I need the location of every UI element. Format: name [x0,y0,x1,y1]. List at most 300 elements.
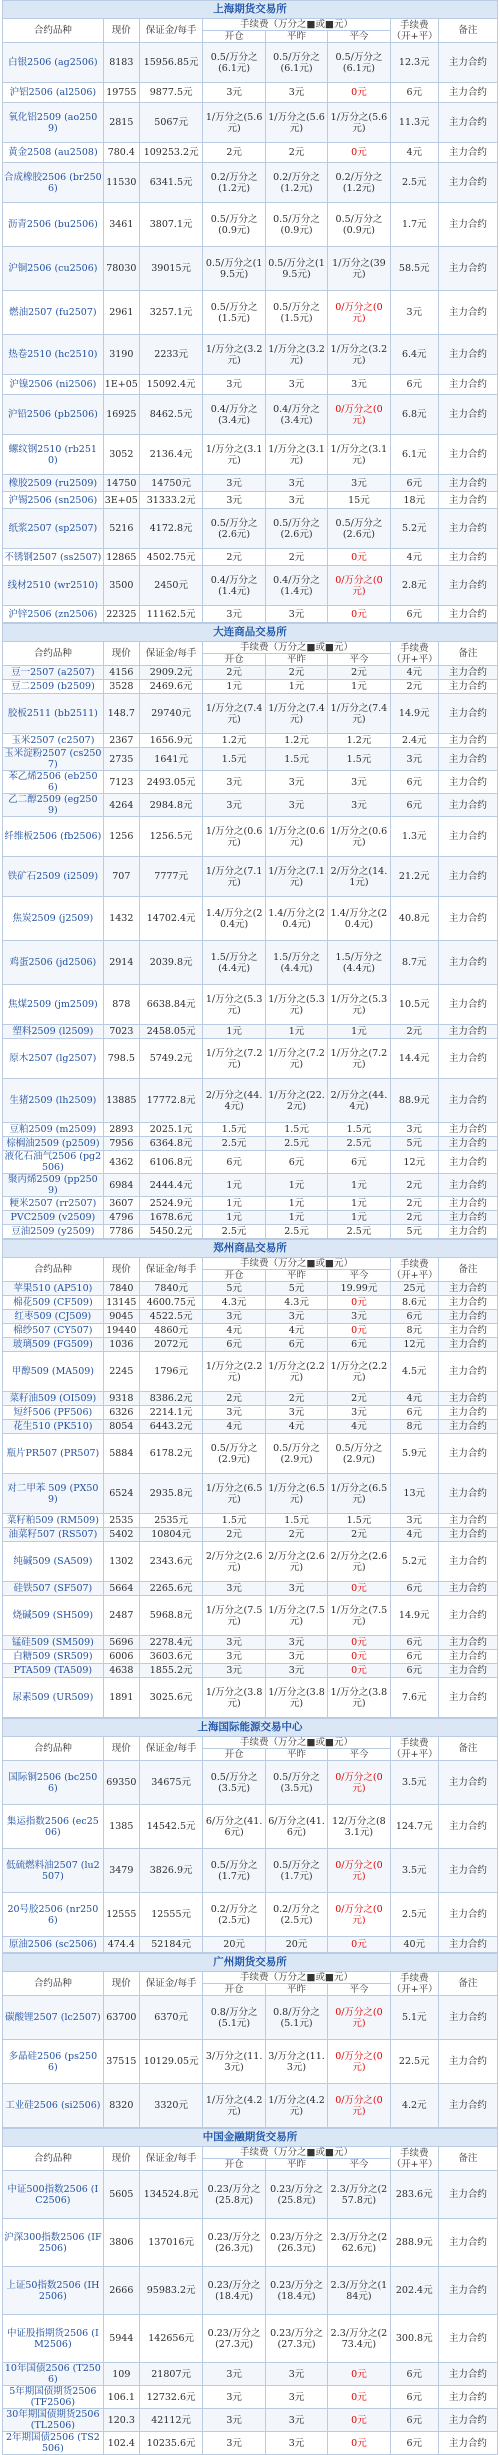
fee-close-today: 1/万分之(3.8元) [328,1678,390,1718]
fee-close-today: 4元 [328,1420,390,1434]
fee-close-today: 0/万分之(0元) [328,1893,390,1937]
contract-name: 甲醇509 (MA509) [3,1352,104,1392]
table-row [3,375,498,395]
contract-name: 沪镍2506 (ni2506) [3,375,104,395]
header-price: 现价 [103,1737,139,1761]
fee-close-today: 0元 [328,2409,390,2432]
note: 主力合约 [438,395,497,435]
price: 78030 [103,247,139,291]
contract-name: 燃油2507 (fu2507) [3,291,104,335]
table-row [3,1025,498,1039]
table-row [3,143,498,163]
table-row [3,1636,498,1650]
note: 主力合约 [438,680,497,694]
margin: 3025.6元 [139,1678,203,1718]
fee-close-today: 0.5/万分之(2.9元) [328,1434,390,1474]
fee-close-yesterday: 6元 [265,1338,327,1352]
contract-name: 花生510 (PK510) [3,1420,104,1434]
fee-total: 3.5元 [390,1761,438,1805]
fee-total: 3元 [390,748,438,771]
table-row [3,163,498,203]
fee-close-yesterday: 3元 [265,2386,327,2409]
contract-name: 工业硅2506 (si2506) [3,2084,104,2128]
fee-open: 5元 [203,1282,265,1296]
note: 主力合约 [438,1582,497,1596]
table-row [3,694,498,734]
fee-open: 3元 [203,1582,265,1596]
fee-close-today: 1/万分之(0.6元) [328,817,390,857]
fee-close-yesterday: 0.5/万分之(1.7元) [265,1849,327,1893]
price: 2245 [103,1352,139,1392]
header-fee-group: 手续费（万分之■或■元） [203,642,390,654]
fee-close-today: 1.5元 [328,748,390,771]
contract-name: 中证500指数2506 (IC2506) [3,2171,104,2219]
header-margin: 保证金/每手 [139,1972,203,1996]
note: 主力合约 [438,2040,497,2084]
table-row [3,794,498,817]
header-price: 现价 [103,642,139,666]
margin: 2278.4元 [139,1636,203,1650]
fee-open: 0.5/万分之(2.9元) [203,1434,265,1474]
contract-name: 豆一2507 (a2507) [3,666,104,680]
fee-open: 1元 [203,1174,265,1197]
fee-close-yesterday: 0.5/万分之(1.5元) [265,291,327,335]
margin: 14542.5元 [139,1805,203,1849]
note: 主力合约 [438,335,497,375]
fee-close-yesterday: 0.23/万分之(27.3元) [265,2315,327,2363]
fee-close-today: 0元 [328,1296,390,1310]
fee-close-yesterday: 1/万分之(5.6元) [265,103,327,143]
price: 11530 [103,163,139,203]
margin: 1855.2元 [139,1664,203,1678]
price: 1385 [103,1805,139,1849]
fee-close-today: 1.5元 [328,1123,390,1137]
contract-name: 生猪2509 (lh2509) [3,1079,104,1123]
margin: 5749.2元 [139,1039,203,1079]
note: 主力合约 [438,666,497,680]
table-row [3,1079,498,1123]
header-note: 备注 [438,1972,497,1996]
fee-close-yesterday: 1/万分之(3.2元) [265,335,327,375]
fee-total: 4.5元 [390,1352,438,1392]
note: 主力合约 [438,2171,497,2219]
fee-close-yesterday: 3元 [265,1582,327,1596]
margin: 5968.8元 [139,1596,203,1636]
fee-close-today: 1元 [328,1174,390,1197]
header-open: 开仓 [203,1270,265,1282]
fee-open: 0.2/万分之(2.5元) [203,1893,265,1937]
header-price: 现价 [103,1972,139,1996]
margin: 31333.2元 [139,492,203,509]
table-row [3,247,498,291]
margin: 2343.6元 [139,1542,203,1582]
note: 主力合约 [438,1174,497,1197]
fee-close-today: 1元 [328,680,390,694]
table-row [3,985,498,1025]
fee-close-today: 0元 [328,143,390,163]
fee-open: 1/万分之(3.1元) [203,435,265,475]
fee-open: 1/万分之(4.2元) [203,2084,265,2128]
fee-close-yesterday: 2元 [265,1528,327,1542]
note: 主力合约 [438,1514,497,1528]
price: 9318 [103,1392,139,1406]
contract-name: 2年期国债2506 (TS2506) [3,2432,104,2455]
margin: 2984.8元 [139,794,203,817]
header-close-yesterday: 平昨 [265,1270,327,1282]
contract-name: 豆二2509 (b2509) [3,680,104,694]
fee-total: 6元 [390,375,438,395]
price: 7123 [103,771,139,794]
contract-name: 黄金2508 (au2508) [3,143,104,163]
margin: 15092.4元 [139,375,203,395]
margin: 29740元 [139,694,203,734]
price: 4796 [103,1211,139,1225]
price: 2815 [103,103,139,143]
note: 主力合约 [438,771,497,794]
fee-total: 3元 [390,291,438,335]
header-margin: 保证金/每手 [139,1737,203,1761]
price: 3052 [103,435,139,475]
contract-name: 低硫燃料油2507 (lu2507) [3,1849,104,1893]
exchange-title: 广州期货交易所 [3,1954,498,1972]
fee-total: 6元 [390,2432,438,2455]
fee-close-yesterday: 5元 [265,1282,327,1296]
fee-total: 58.5元 [390,247,438,291]
fee-close-today: 2.3/万分之(184元) [328,2267,390,2315]
table-row [3,1849,498,1893]
fee-close-today: 0元 [328,1636,390,1650]
contract-name: 乙二醇2509 (eg2509) [3,794,104,817]
margin: 10235.6元 [139,2432,203,2455]
table-row [3,83,498,103]
note: 主力合约 [438,1025,497,1039]
exchange-title: 上海国际能源交易中心 [3,1719,498,1737]
note: 主力合约 [438,475,497,492]
contract-name: PVC2509 (v2509) [3,1211,104,1225]
contract-name: 上证50指数2506 (IH2506) [3,2267,104,2315]
margin: 7777元 [139,857,203,897]
fee-open: 4.3元 [203,1296,265,1310]
note: 主力合约 [438,1434,497,1474]
price: 2487 [103,1596,139,1636]
fee-close-today: 2/万分之(44.4元) [328,1079,390,1123]
note: 主力合约 [438,2084,497,2128]
fee-close-yesterday: 4元 [265,1324,327,1338]
table-row [3,1151,498,1174]
contract-name: 棕榈油2509 (p2509) [3,1137,104,1151]
note: 主力合约 [438,606,497,623]
contract-name: 线材2510 (wr2510) [3,566,104,606]
contract-name: 沪锡2506 (sn2506) [3,492,104,509]
margin: 2233元 [139,335,203,375]
contract-name: 尿素509 (UR509) [3,1678,104,1718]
fee-close-yesterday: 1.5元 [265,1123,327,1137]
fee-open: 3元 [203,1650,265,1664]
price: 106.1 [103,2386,139,2409]
exchange-table [2,1239,498,1718]
margin: 4600.75元 [139,1296,203,1310]
fee-open: 6元 [203,1151,265,1174]
fee-total: 6元 [390,83,438,103]
fee-close-yesterday: 3元 [265,2363,327,2386]
table-row [3,475,498,492]
fee-close-today: 0元 [328,1324,390,1338]
fee-close-today: 1元 [328,1197,390,1211]
fee-total: 300.8元 [390,2315,438,2363]
fee-close-yesterday: 6元 [265,1151,327,1174]
price: 5884 [103,1434,139,1474]
fee-total: 11.3元 [390,103,438,143]
table-row [3,2219,498,2267]
fee-open: 0.5/万分之(1.7元) [203,1849,265,1893]
note: 主力合约 [438,2219,497,2267]
fee-close-yesterday: 0.5/万分之(2.9元) [265,1434,327,1474]
contract-name: 30年期国债期货2506 (TL2506) [3,2409,104,2432]
table-row [3,1528,498,1542]
note: 主力合约 [438,492,497,509]
header-note: 备注 [438,2147,497,2171]
contract-name: 纤维板2506 (fb2506) [3,817,104,857]
contract-name: 沪铜2506 (cu2506) [3,247,104,291]
table-row [3,1338,498,1352]
fee-open: 0.4/万分之(1.4元) [203,566,265,606]
margin: 6106.8元 [139,1151,203,1174]
fee-total: 6.8元 [390,395,438,435]
contract-name: 国际铜2506 (bc2506) [3,1761,104,1805]
table-row [3,1174,498,1197]
fee-open: 3元 [203,1310,265,1324]
note: 主力合约 [438,291,497,335]
fee-close-today: 1.2元 [328,734,390,748]
fee-open: 0.5/万分之(1.5元) [203,291,265,335]
header-fee-group: 手续费（万分之■或■元） [203,1972,390,1984]
margin: 3603.6元 [139,1650,203,1664]
fee-close-yesterday: 2元 [265,143,327,163]
contract-name: 玻璃509 (FG509) [3,1338,104,1352]
table-row [3,1678,498,1718]
fee-open: 4元 [203,1324,265,1338]
header-close-yesterday: 平昨 [265,31,327,43]
fee-total: 6元 [390,2386,438,2409]
fee-total: 2元 [390,680,438,694]
margin: 2909.2元 [139,666,203,680]
fee-open: 1/万分之(7.5元) [203,1596,265,1636]
margin: 42112元 [139,2409,203,2432]
contract-name: 碳酸锂2507 (lc2507) [3,1996,104,2040]
table-row [3,1650,498,1664]
contract-name: 铁矿石2509 (i2509) [3,857,104,897]
margin: 2458.05元 [139,1025,203,1039]
fee-open: 0.4/万分之(3.4元) [203,395,265,435]
note: 主力合约 [438,1420,497,1434]
table-row [3,1893,498,1937]
header-price: 现价 [103,2147,139,2171]
note: 主力合约 [438,1805,497,1849]
header-fee-group: 手续费（万分之■或■元） [203,1737,390,1749]
table-row [3,1542,498,1582]
fee-total: 4.2元 [390,2084,438,2128]
table-row [3,1434,498,1474]
contract-name: 螺纹钢2510 (rb2510) [3,435,104,475]
fee-close-today: 2.3/万分之(262.6元) [328,2219,390,2267]
fee-open: 2/万分之(2.6元) [203,1542,265,1582]
fee-close-yesterday: 3元 [265,1406,327,1420]
fee-close-yesterday: 0.23/万分之(26.3元) [265,2219,327,2267]
table-row [3,734,498,748]
note: 主力合约 [438,1338,497,1352]
fee-close-today: 0.5/万分之(2.6元) [328,509,390,549]
fee-close-yesterday: 3元 [265,771,327,794]
fee-open: 0.5/万分之(6.1元) [203,43,265,83]
margin: 3257.1元 [139,291,203,335]
header-total: 手续费（开+平） [391,19,438,42]
margin: 21807元 [139,2363,203,2386]
fee-total: 40.8元 [390,897,438,941]
margin: 2469.6元 [139,680,203,694]
price: 5664 [103,1582,139,1596]
fee-close-today: 0/万分之(0元) [328,291,390,335]
fee-close-yesterday: 1/万分之(7.4元) [265,694,327,734]
fee-close-today: 15元 [328,492,390,509]
contract-name: 沪深300指数2506 (IF2506) [3,2219,104,2267]
contract-name: 热卷2510 (hc2510) [3,335,104,375]
note: 主力合约 [438,1406,497,1420]
note: 主力合约 [438,1664,497,1678]
price: 5944 [103,2315,139,2363]
fee-total: 4元 [390,1392,438,1406]
note: 主力合约 [438,1678,497,1718]
contract-name: 焦煤2509 (jm2509) [3,985,104,1025]
price: 798.5 [103,1039,139,1079]
note: 主力合约 [438,2315,497,2363]
contract-name: 烧碱509 (SH509) [3,1596,104,1636]
fee-total: 6元 [390,2409,438,2432]
header-name: 合约品种 [3,1258,104,1282]
table-row [3,1392,498,1406]
fee-close-yesterday: 2.5元 [265,1225,327,1239]
contract-name: 焦炭2509 (j2509) [3,897,104,941]
contract-name: 纸浆2507 (sp2507) [3,509,104,549]
table-row [3,43,498,83]
fee-total: 1.3元 [390,817,438,857]
table-row [3,1282,498,1296]
note: 主力合约 [438,897,497,941]
contract-name: 菜籽粕509 (RM509) [3,1514,104,1528]
table-row [3,1805,498,1849]
note: 主力合约 [438,1324,497,1338]
fee-total: 8元 [390,1324,438,1338]
table-row [3,1761,498,1805]
fee-open: 0.8/万分之(5.1元) [203,1996,265,2040]
fee-close-yesterday: 3元 [265,606,327,623]
fee-open: 1/万分之(7.4元) [203,694,265,734]
fee-close-today: 2.3/万分之(257.8元) [328,2171,390,2219]
fee-total: 5元 [390,1225,438,1239]
note: 主力合约 [438,1039,497,1079]
header-name: 合约品种 [3,642,104,666]
fee-close-yesterday: 6/万分之(41.6元) [265,1805,327,1849]
exchange-table [2,1718,498,1953]
header-margin: 保证金/每手 [139,19,203,43]
fee-total: 5元 [390,1137,438,1151]
price: 8320 [103,2084,139,2128]
price: 8183 [103,43,139,83]
fee-document [2,0,498,2455]
fee-close-today: 2/万分之(2.6元) [328,1542,390,1582]
header-margin: 保证金/每手 [139,2147,203,2171]
table-row [3,203,498,247]
header-name: 合约品种 [3,2147,104,2171]
price: 5402 [103,1528,139,1542]
margin: 3320元 [139,2084,203,2128]
fee-close-yesterday: 1元 [265,1197,327,1211]
margin: 8462.5元 [139,395,203,435]
margin: 3807.1元 [139,203,203,247]
note: 主力合约 [438,1197,497,1211]
fee-total: 4元 [390,549,438,566]
fee-close-yesterday: 1.5/万分之(4.4元) [265,941,327,985]
margin: 134524.8元 [139,2171,203,2219]
fee-total: 12.3元 [390,43,438,83]
fee-open: 2元 [203,666,265,680]
margin: 4172.8元 [139,509,203,549]
fee-close-today: 1/万分之(5.3元) [328,985,390,1025]
header-name: 合约品种 [3,19,104,43]
price: 5605 [103,2171,139,2219]
fee-close-today: 1.5元 [328,1514,390,1528]
note: 主力合约 [438,734,497,748]
contract-name: 沪铅2506 (pb2506) [3,395,104,435]
fee-open: 0.2/万分之(1.2元) [203,163,265,203]
header-note: 备注 [438,1258,497,1282]
fee-total: 13元 [390,1474,438,1514]
fee-close-today: 2.5元 [328,1137,390,1151]
fee-close-today: 1/万分之(7.2元) [328,1039,390,1079]
price: 2735 [103,748,139,771]
price: 4638 [103,1664,139,1678]
fee-close-today: 1/万分之(3.2元) [328,335,390,375]
note: 主力合约 [438,985,497,1025]
price: 102.4 [103,2432,139,2455]
fee-close-yesterday: 1/万分之(22.2元) [265,1079,327,1123]
price: 13885 [103,1079,139,1123]
note: 主力合约 [438,817,497,857]
fee-total: 2.5元 [390,1893,438,1937]
fee-open: 0.5/万分之(19.5元) [203,247,265,291]
fee-open: 1/万分之(5.3元) [203,985,265,1025]
note: 主力合约 [438,1296,497,1310]
fee-close-today: 19.99元 [328,1282,390,1296]
fee-close-today: 0元 [328,1582,390,1596]
margin: 4522.5元 [139,1310,203,1324]
fee-open: 3元 [203,1406,265,1420]
table-row [3,335,498,375]
contract-name: 红枣509 (CJ509) [3,1310,104,1324]
fee-close-today: 6元 [328,1151,390,1174]
price: 16925 [103,395,139,435]
table-row [3,1123,498,1137]
margin: 2072元 [139,1338,203,1352]
exchange-table [2,623,498,1239]
fee-close-today: 6元 [328,1338,390,1352]
fee-close-yesterday: 1/万分之(2.2元) [265,1352,327,1392]
contract-name: 玉米淀粉2507 (cs2507) [4,748,102,770]
header-total: 手续费（开+平） [391,2147,438,2170]
contract-name: 多晶硅2506 (ps2506) [3,2040,104,2084]
note: 主力合约 [438,1650,497,1664]
fee-total: 3.5元 [390,1849,438,1893]
price: 1891 [103,1678,139,1718]
